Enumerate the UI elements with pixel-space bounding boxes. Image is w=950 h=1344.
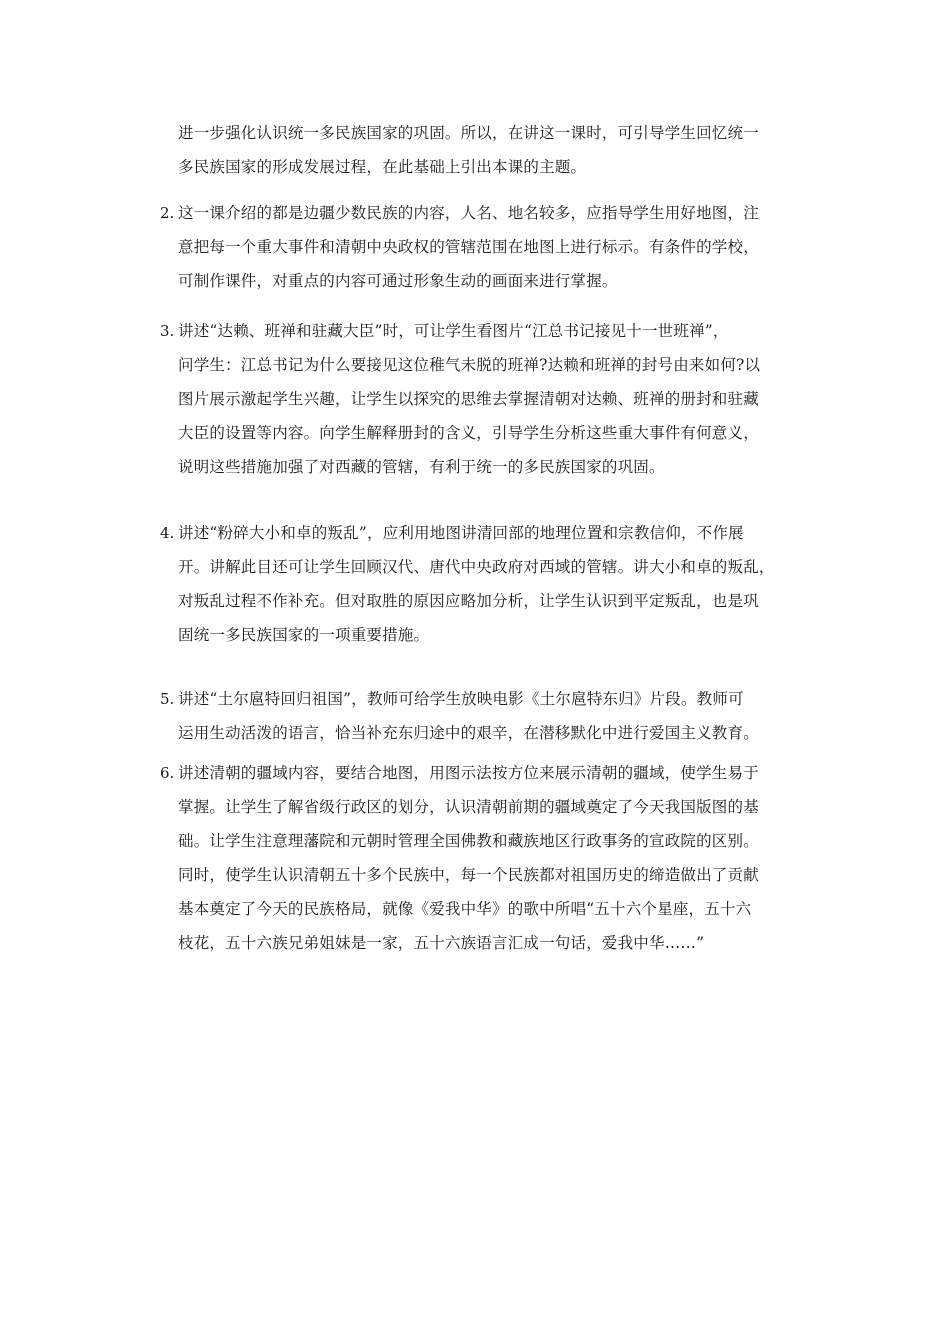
text-line: 讲述清朝的疆域内容，要结合地图，用图示法按方位来展示清朝的疆域，使学生易于 xyxy=(178,764,759,782)
text-line: 枝花，五十六族兄弟姐妹是一家，五十六族语言汇成一句话，爱我中华……” xyxy=(178,934,705,952)
text-line: 掌握。让学生了解省级行政区的划分，认识清朝前期的疆域奠定了今天我国版图的基 xyxy=(178,798,759,816)
text-line: 础。让学生注意理藩院和元朝时管理全国佛教和藏族地区行政事务的宣政院的区别。 xyxy=(178,832,759,850)
list-number: 4. xyxy=(160,524,175,542)
list-number: 3. xyxy=(160,322,175,340)
paragraph-4 xyxy=(160,516,800,652)
text-line: 可制作课件，对重点的内容可通过形象生动的画面来进行掌握。 xyxy=(178,272,618,290)
text-line: 讲述“土尔扈特回归祖国”，教师可给学生放映电影《土尔扈特东归》片段。教师可 xyxy=(178,690,744,708)
text-line: 讲述“达赖、班禅和驻藏大臣”时，可让学生看图片“江总书记接见十一世班禅”， xyxy=(178,322,729,340)
list-number: 6. xyxy=(160,764,175,782)
text-line: 多民族国家的形成发展过程，在此基础上引出本课的主题。 xyxy=(178,158,587,176)
paragraph-5 xyxy=(160,682,800,750)
list-number: 5. xyxy=(160,690,175,708)
text-line: 进一步强化认识统一多民族国家的巩固。所以，在讲这一课时，可引导学生回忆统一 xyxy=(178,124,759,142)
text-line: 意把每一个重大事件和清朝中央政权的管辖范围在地图上进行标示。有条件的学校， xyxy=(178,238,759,256)
text-line: 问学生：江总书记为什么要接见这位稚气未脱的班禅?达赖和班禅的封号由来如何?以 xyxy=(178,356,761,374)
text-line: 对叛乱过程不作补充。但对取胜的原因应略加分析，让学生认识到平定叛乱，也是巩 xyxy=(178,592,759,610)
paragraph-3 xyxy=(160,314,800,484)
text-line: 固统一多民族国家的一项重要措施。 xyxy=(178,626,430,644)
paragraph-2 xyxy=(160,196,800,298)
text-line: 同时，使学生认识清朝五十多个民族中，每一个民族都对祖国历史的缔造做出了贡献 xyxy=(178,866,759,884)
list-number: 2. xyxy=(160,204,175,222)
text-line: 开。讲解此目还可让学生回顾汉代、唐代中央政府对西域的管辖。讲大小和卓的叛乱， xyxy=(178,558,775,576)
text-line: 大臣的设置等内容。向学生解释册封的含义，引导学生分析这些重大事件有何意义， xyxy=(178,424,759,442)
text-line: 运用生动活泼的语言，恰当补充东归途中的艰辛，在潜移默化中进行爱国主义教育。 xyxy=(178,724,759,742)
paragraph-1-continued xyxy=(160,116,800,184)
text-line: 基本奠定了今天的民族格局，就像《爱我中华》的歌中所唱“五十六个星座，五十六 xyxy=(178,900,752,918)
text-line: 说明这些措施加强了对西藏的管辖，有利于统一的多民族国家的巩固。 xyxy=(178,458,665,476)
paragraph-6 xyxy=(160,756,800,960)
text-line: 这一课介绍的都是边疆少数民族的内容，人名、地名较多，应指导学生用好地图，注 xyxy=(178,204,759,222)
text-line: 讲述“粉碎大小和卓的叛乱”，应利用地图讲清回部的地理位置和宗教信仰，不作展 xyxy=(178,524,744,542)
text-line: 图片展示激起学生兴趣，让学生以探究的思维去掌握清朝对达赖、班禅的册封和驻藏 xyxy=(178,390,759,408)
